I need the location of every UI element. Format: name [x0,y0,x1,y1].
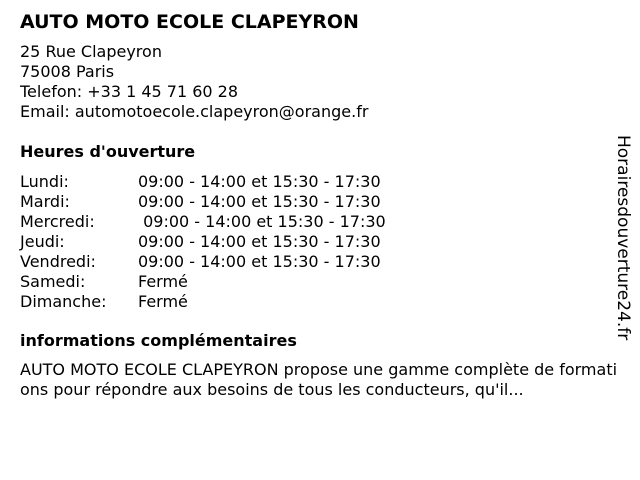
hours-day: Vendredi: [20,252,96,271]
phone-number: Telefon: +33 1 45 71 60 28 [20,82,239,101]
postal-city: 75008 Paris [20,62,115,81]
hours-row-dimanche [20,292,610,312]
email-address: Email: automotoecole.clapeyron@orange.fr [20,102,369,121]
hours-value: 09:00 - 14:00 et 15:30 - 17:30 [138,172,381,191]
hours-row-mercredi [20,212,610,232]
hours-day: Mardi: [20,192,70,211]
hours-value: Fermé [138,272,188,291]
hours-value: 09:00 - 14:00 et 15:30 - 17:30 [138,232,381,251]
hours-row-lundi [20,172,610,192]
business-name: AUTO MOTO ECOLE CLAPEYRON [20,11,359,33]
hours-day: Mercredi: [20,212,95,231]
street-address: 25 Rue Clapeyron [20,42,162,61]
hours-day: Lundi: [20,172,69,191]
site-watermark: Horairesdouverture24.fr [613,135,633,341]
info-description: AUTO MOTO ECOLE CLAPEYRON propose une gamme complète de formations pour répondre aux besoins de tous les conducteurs, qu'il... [20,360,618,399]
hours-value: 09:00 - 14:00 et 15:30 - 17:30 [138,252,381,271]
hours-day: Jeudi: [20,232,65,251]
hours-row-jeudi [20,232,610,252]
hours-value: Fermé [138,292,188,311]
hours-row-vendredi [20,252,610,272]
hours-row-mardi [20,192,610,212]
info-heading: informations complémentaires [20,331,297,350]
business-listing [20,10,618,400]
hours-value: 09:00 - 14:00 et 15:30 - 17:30 [138,212,386,231]
address-block [20,42,610,122]
hours-value: 09:00 - 14:00 et 15:30 - 17:30 [138,192,381,211]
hours-row-samedi [20,272,610,292]
hours-day: Dimanche: [20,292,107,311]
hours-heading: Heures d'ouverture [20,142,196,161]
hours-day: Samedi: [20,272,86,291]
hours-table [20,172,610,312]
